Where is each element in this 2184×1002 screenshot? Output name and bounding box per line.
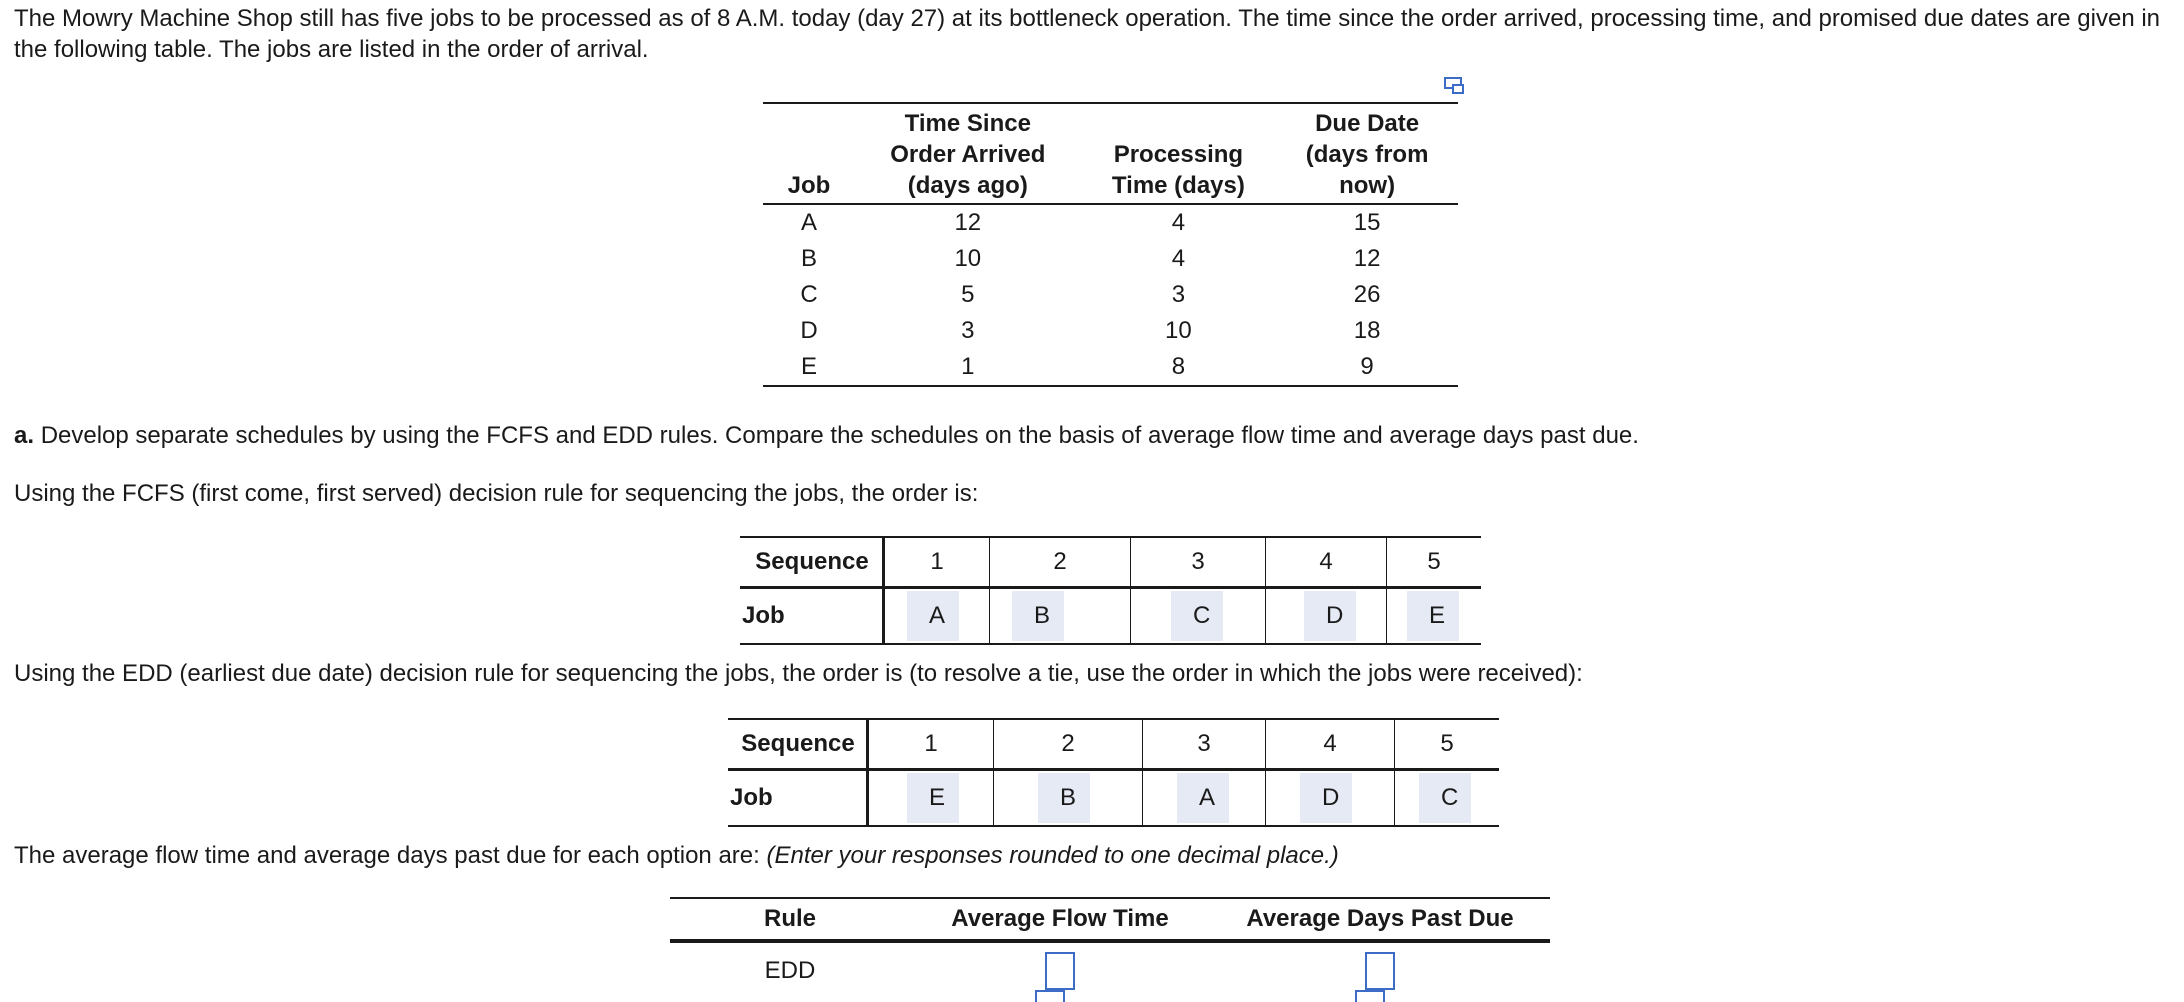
- table-row: B 10 4 12: [800, 245, 1381, 272]
- next-row-flow-input[interactable]: [1035, 990, 1065, 1002]
- col-header-rule: Rule: [763, 905, 816, 932]
- fcfs-answer-5[interactable]: E: [1407, 591, 1459, 641]
- col-header-avg-flow-time: Average Flow Time: [951, 905, 1169, 932]
- col-header-avg-days-past-due: Average Days Past Due: [1246, 905, 1514, 932]
- part-a-paragraph: a. Develop separate schedules by using the FCFS and EDD rules. Compare the schedules on the basis of average flow time and average days past due.: [14, 422, 1639, 449]
- table-row: A 12 4 15: [800, 209, 1381, 236]
- table-row: D 3 10 18: [800, 317, 1381, 344]
- table-row: [670, 941, 1550, 999]
- fcfs-answer-4[interactable]: D: [1304, 591, 1356, 641]
- edd-avg-flow-time-input[interactable]: [1045, 952, 1075, 990]
- col-header-due-date: Due Date (days from now): [1305, 110, 1429, 199]
- edd-answer-3[interactable]: A: [1177, 773, 1229, 823]
- intro-paragraph: The Mowry Machine Shop still has five jobs to be processed as of 8 A.M. today (day 27) at its bottleneck operation. The time since the order arrived, processing time, and promised due dates are given in the following table. The jobs are listed in the order of arrival.: [14, 5, 2161, 63]
- expand-table-icon[interactable]: [1443, 74, 1465, 96]
- summary-prompt: The average flow time and average days past due for each option are: (Enter your responses rounded to one decimal place.): [14, 842, 1339, 869]
- fcfs-answer-2[interactable]: B: [1012, 591, 1064, 641]
- edd-sequence-table: Sequence 1 2 3 4 5 Job E B A D C: [728, 718, 1499, 827]
- fcfs-prompt: Using the FCFS (first come, first served) decision rule for sequencing the jobs, the order is:: [14, 480, 979, 507]
- fcfs-sequence-table: Sequence 1 2 3 4 5 Job A B C D E: [740, 536, 1481, 645]
- rule-edd: EDD: [764, 957, 816, 984]
- edd-prompt: Using the EDD (earliest due date) decision rule for sequencing the jobs, the order is (to resolve a tie, use the order in which the jobs were received):: [14, 660, 1583, 687]
- edd-answer-2[interactable]: B: [1038, 773, 1090, 823]
- edd-avg-days-past-due-input[interactable]: [1365, 952, 1395, 990]
- col-header-processing: Processing Time (days): [1111, 141, 1245, 199]
- table-row: E 1 8 9: [763, 349, 1458, 386]
- edd-answer-4[interactable]: D: [1300, 773, 1352, 823]
- edd-answer-1[interactable]: E: [907, 773, 959, 823]
- col-header-job: Job: [787, 172, 831, 199]
- fcfs-answer-1[interactable]: A: [907, 591, 959, 641]
- table-row: C 5 3 26: [800, 281, 1381, 308]
- fcfs-answer-3[interactable]: C: [1171, 591, 1223, 641]
- summary-table: [670, 897, 1550, 999]
- next-row-past-due-input[interactable]: [1355, 990, 1385, 1002]
- edd-answer-5[interactable]: C: [1419, 773, 1471, 823]
- jobs-table: [763, 102, 1458, 387]
- col-header-time-since: Time Since Order Arrived (days ago): [890, 110, 1046, 199]
